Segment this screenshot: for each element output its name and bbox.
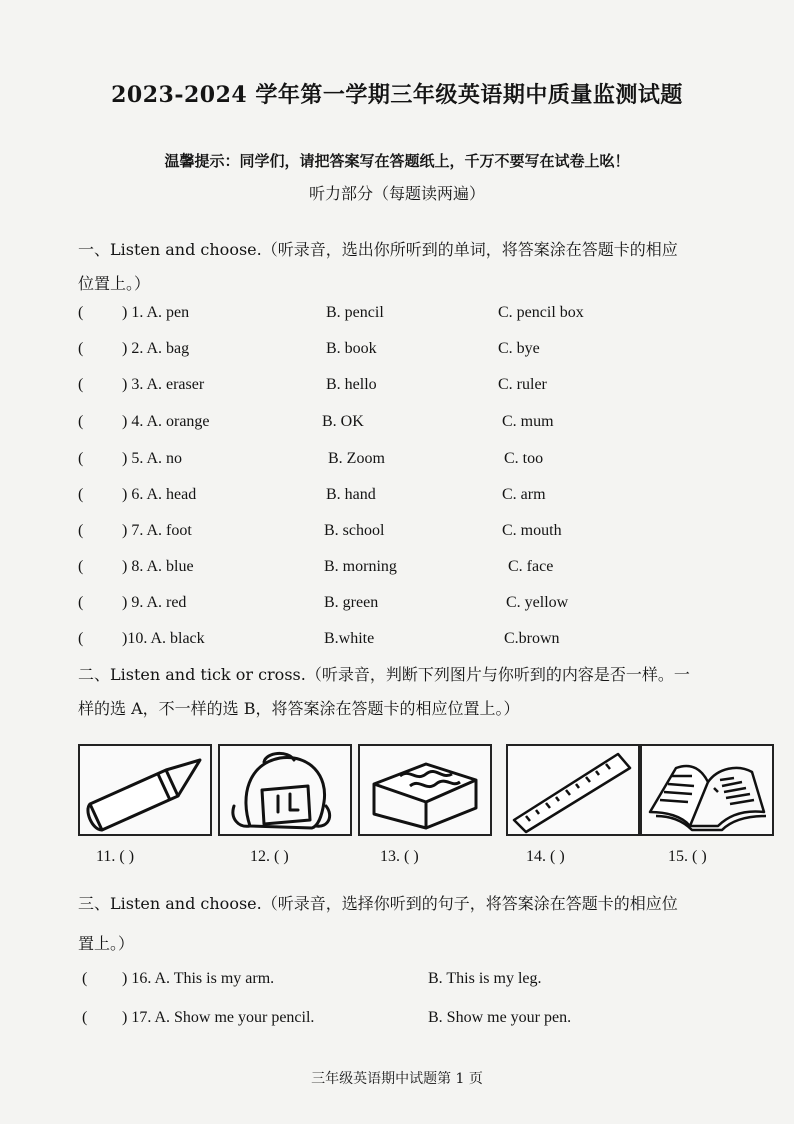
warm-tip: 温馨提示：同学们，请把答案写在答题纸上，千万不要写在试卷上吆！: [164, 152, 630, 170]
option-c: C. too: [504, 450, 544, 467]
section1-heading: [78, 233, 758, 301]
question-row: [78, 970, 758, 1000]
option-c: C. arm: [502, 486, 546, 503]
answer-paren: (: [78, 450, 84, 467]
question-row: [78, 413, 758, 443]
option-c: C. face: [508, 558, 554, 575]
picture-label: 15. ( ): [668, 848, 707, 865]
option-b: B. book: [326, 340, 377, 357]
option-a: ) 7. A. foot: [122, 522, 192, 539]
option-c: C.brown: [504, 630, 560, 647]
option-b: B.white: [324, 630, 375, 647]
page-footer: 三年级英语期中试题第 1 页: [311, 1071, 483, 1087]
option-c: C. bye: [498, 340, 540, 357]
ruler-picture: [506, 744, 640, 836]
backpack-picture: [218, 744, 352, 836]
answer-paren: (: [78, 522, 84, 539]
option-b: B. OK: [322, 413, 364, 430]
exam-title: 2023-2024 学年第一学期三年级英语期中质量监测试题: [111, 82, 683, 108]
answer-paren: (: [78, 630, 84, 647]
option-a: ) 3. A. eraser: [122, 376, 205, 393]
answer-paren: (: [78, 304, 84, 321]
option-c: C. mouth: [502, 522, 562, 539]
option-b: B. Show me your pen.: [428, 1009, 572, 1026]
section2-heading-line2: 样的选 A，不一样的选 B，将答案涂在答题卡的相应位置上。）: [78, 699, 520, 718]
question-row: [78, 558, 758, 588]
question-row: [78, 450, 758, 480]
option-a: ) 16. A. This is my arm.: [122, 970, 275, 987]
crayon-picture: [78, 744, 212, 836]
question-row: [78, 630, 758, 660]
question-row: [78, 522, 758, 552]
picture-label: 14. ( ): [526, 848, 565, 865]
option-b: B. morning: [324, 558, 397, 575]
section1-heading-line2: 位置上。）: [78, 274, 151, 293]
option-b: B. This is my leg.: [428, 970, 542, 987]
option-b: B. green: [324, 594, 379, 611]
option-c: C. ruler: [498, 376, 547, 393]
eraser-icon: [360, 746, 490, 834]
book-picture: [640, 744, 774, 836]
picture-label: 13. ( ): [380, 848, 419, 865]
option-b: B. hello: [326, 376, 377, 393]
option-a: ) 5. A. no: [122, 450, 182, 467]
question-row: [78, 1009, 758, 1039]
question-row: [78, 486, 758, 516]
question-row: [78, 376, 758, 406]
option-a: ) 4. A. orange: [122, 413, 210, 430]
crayon-icon: [80, 746, 210, 834]
option-c: C. pencil box: [498, 304, 584, 321]
open-book-icon: [642, 746, 772, 834]
answer-paren: (: [78, 486, 84, 503]
question-row: [78, 304, 758, 334]
option-a: ) 9. A. red: [122, 594, 187, 611]
question-row: [78, 340, 758, 370]
option-c: C. yellow: [506, 594, 569, 611]
backpack-icon: [220, 746, 350, 834]
option-b: B. school: [324, 522, 385, 539]
option-c: C. mum: [502, 413, 554, 430]
option-b: B. Zoom: [328, 450, 385, 467]
question-row: [78, 594, 758, 624]
picture-label: 11. ( ): [96, 848, 135, 865]
option-a: ) 2. A. bag: [122, 340, 190, 357]
answer-paren: (: [82, 1009, 88, 1026]
ruler-icon: [508, 746, 638, 834]
answer-paren: (: [78, 340, 84, 357]
answer-paren: (: [82, 970, 88, 987]
section1-heading-line1: 一、Listen and choose.（听录音，选出你所听到的单词，将答案涂在答题卡的相应: [78, 240, 678, 259]
answer-paren: (: [78, 413, 84, 430]
listening-header: 听力部分（每题读两遍）: [308, 184, 485, 203]
section3-heading-line1: 三、Listen and choose.（听录音，选择你听到的句子，将答案涂在答题卡的相应位: [78, 894, 678, 913]
option-a: ) 17. A. Show me your pencil.: [122, 1009, 315, 1026]
answer-paren: (: [78, 558, 84, 575]
option-a: ) 8. A. blue: [122, 558, 194, 575]
section3-heading-line2: 置上。）: [78, 934, 135, 953]
option-a: ) 6. A. head: [122, 486, 197, 503]
section3-heading: [78, 884, 758, 964]
eraser-picture: [358, 744, 492, 836]
section2-heading: [78, 658, 758, 726]
picture-label: 12. ( ): [250, 848, 289, 865]
option-b: B. pencil: [326, 304, 384, 321]
option-a: )10. A. black: [122, 630, 205, 647]
section2-heading-line1: 二、Listen and tick or cross.（听录音，判断下列图片与你听到的内容是否一样。一: [78, 665, 690, 684]
option-a: ) 1. A. pen: [122, 304, 190, 321]
option-b: B. hand: [326, 486, 376, 503]
answer-paren: (: [78, 594, 84, 611]
answer-paren: (: [78, 376, 84, 393]
